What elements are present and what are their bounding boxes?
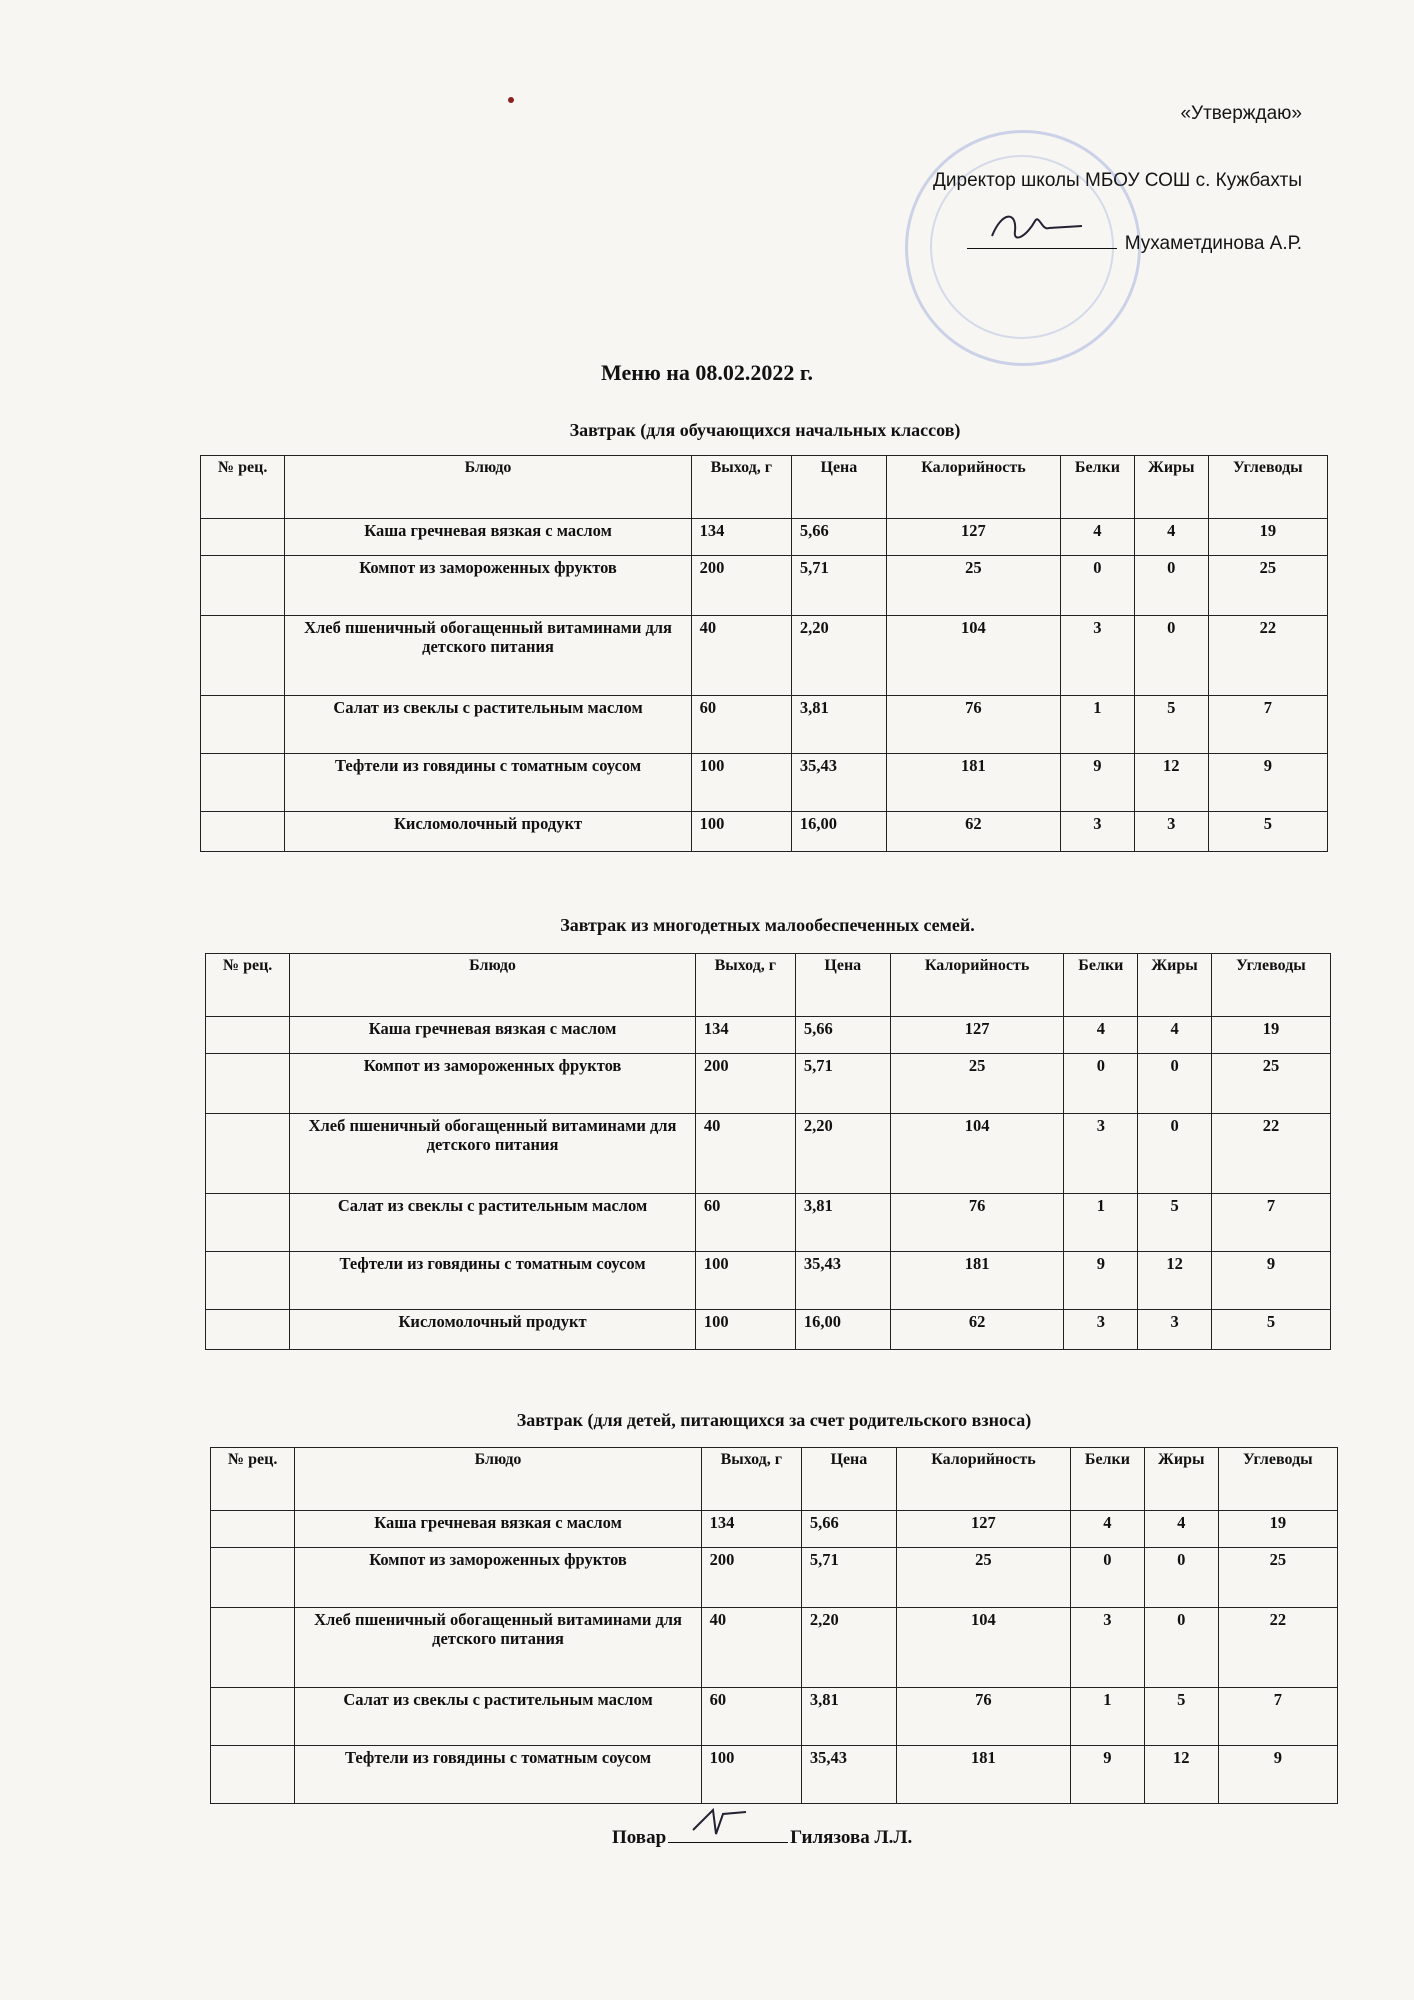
cell-price: 2,20 bbox=[801, 1608, 896, 1688]
cell-rec bbox=[211, 1608, 295, 1688]
cell-carbs: 7 bbox=[1218, 1688, 1337, 1746]
table-row bbox=[201, 556, 1328, 616]
cell-protein: 1 bbox=[1070, 1688, 1144, 1746]
cell-kcal: 127 bbox=[886, 519, 1060, 556]
ink-dot bbox=[508, 97, 514, 103]
cell-price: 35,43 bbox=[795, 1252, 890, 1310]
cell-kcal: 104 bbox=[890, 1114, 1064, 1194]
cell-yield: 134 bbox=[691, 519, 791, 556]
cell-carbs: 19 bbox=[1208, 519, 1327, 556]
header-col-carbs: Углеводы bbox=[1208, 456, 1327, 519]
cell-dish: Салат из свеклы с растительным маслом bbox=[290, 1194, 696, 1252]
cell-price: 35,43 bbox=[801, 1746, 896, 1804]
cook-signature bbox=[668, 1828, 788, 1843]
header-col-protein: Белки bbox=[1064, 954, 1138, 1017]
cell-yield: 40 bbox=[691, 616, 791, 696]
cell-price: 16,00 bbox=[791, 812, 886, 852]
cell-price: 2,20 bbox=[791, 616, 886, 696]
cell-carbs: 5 bbox=[1211, 1310, 1330, 1350]
cell-carbs: 9 bbox=[1218, 1746, 1337, 1804]
cell-fat: 0 bbox=[1138, 1054, 1212, 1114]
table-row bbox=[201, 696, 1328, 754]
cell-dish: Компот из замороженных фруктов bbox=[295, 1548, 701, 1608]
cell-rec bbox=[201, 696, 285, 754]
cell-dish: Каша гречневая вязкая с маслом bbox=[285, 519, 691, 556]
cell-price: 5,71 bbox=[795, 1054, 890, 1114]
table-row bbox=[211, 1746, 1338, 1804]
cell-price: 35,43 bbox=[791, 754, 886, 812]
cell-rec bbox=[201, 556, 285, 616]
cell-fat: 12 bbox=[1134, 754, 1208, 812]
table-row bbox=[206, 1114, 1331, 1194]
cell-rec bbox=[206, 1054, 290, 1114]
cell-kcal: 76 bbox=[886, 696, 1060, 754]
cell-kcal: 127 bbox=[896, 1511, 1070, 1548]
cell-fat: 0 bbox=[1144, 1548, 1218, 1608]
cell-price: 5,66 bbox=[801, 1511, 896, 1548]
cell-yield: 40 bbox=[701, 1608, 801, 1688]
table-row bbox=[201, 812, 1328, 852]
cell-carbs: 22 bbox=[1208, 616, 1327, 696]
cell-dish: Каша гречневая вязкая с маслом bbox=[295, 1511, 701, 1548]
cell-fat: 12 bbox=[1138, 1252, 1212, 1310]
cell-carbs: 19 bbox=[1211, 1017, 1330, 1054]
cell-rec bbox=[206, 1252, 290, 1310]
cell-fat: 5 bbox=[1144, 1688, 1218, 1746]
header-col-protein: Белки bbox=[1070, 1448, 1144, 1511]
header-col-kcal: Калорийность bbox=[886, 456, 1060, 519]
cell-rec bbox=[201, 616, 285, 696]
cell-yield: 100 bbox=[695, 1310, 795, 1350]
approval-label: «Утверждаю» bbox=[1180, 103, 1302, 124]
header-col-carbs: Углеводы bbox=[1218, 1448, 1337, 1511]
cell-kcal: 127 bbox=[890, 1017, 1064, 1054]
header-col-yield: Выход, г bbox=[701, 1448, 801, 1511]
cell-fat: 12 bbox=[1144, 1746, 1218, 1804]
cell-protein: 0 bbox=[1064, 1054, 1138, 1114]
table-row bbox=[201, 519, 1328, 556]
cell-kcal: 25 bbox=[890, 1054, 1064, 1114]
table-row bbox=[206, 1252, 1331, 1310]
cell-dish: Хлеб пшеничный обогащенный витаминами для детского питания bbox=[290, 1114, 696, 1194]
cell-price: 3,81 bbox=[801, 1688, 896, 1746]
cell-rec bbox=[206, 1017, 290, 1054]
cell-price: 5,66 bbox=[791, 519, 886, 556]
table-header-row bbox=[201, 456, 1328, 519]
cell-protein: 4 bbox=[1060, 519, 1134, 556]
cell-fat: 3 bbox=[1138, 1310, 1212, 1350]
cell-kcal: 104 bbox=[886, 616, 1060, 696]
header-col-yield: Выход, г bbox=[691, 456, 791, 519]
cell-price: 2,20 bbox=[795, 1114, 890, 1194]
cell-fat: 4 bbox=[1134, 519, 1208, 556]
cell-rec bbox=[211, 1511, 295, 1548]
cell-dish: Хлеб пшеничный обогащенный витаминами для детского питания bbox=[295, 1608, 701, 1688]
cell-fat: 5 bbox=[1138, 1194, 1212, 1252]
cell-price: 16,00 bbox=[795, 1310, 890, 1350]
header-col-kcal: Калорийность bbox=[896, 1448, 1070, 1511]
cell-carbs: 19 bbox=[1218, 1511, 1337, 1548]
header-col-yield: Выход, г bbox=[695, 954, 795, 1017]
header-col-rec: № рец. bbox=[206, 954, 290, 1017]
cell-fat: 0 bbox=[1138, 1114, 1212, 1194]
cell-dish: Тефтели из говядины с томатным соусом bbox=[285, 754, 691, 812]
cell-protein: 4 bbox=[1064, 1017, 1138, 1054]
header-col-price: Цена bbox=[801, 1448, 896, 1511]
cell-fat: 5 bbox=[1134, 696, 1208, 754]
cell-kcal: 25 bbox=[896, 1548, 1070, 1608]
cell-dish: Компот из замороженных фруктов bbox=[290, 1054, 696, 1114]
cell-carbs: 7 bbox=[1211, 1194, 1330, 1252]
header-col-rec: № рец. bbox=[211, 1448, 295, 1511]
cell-yield: 60 bbox=[695, 1194, 795, 1252]
cell-carbs: 9 bbox=[1211, 1252, 1330, 1310]
cell-dish: Кисломолочный продукт bbox=[285, 812, 691, 852]
cell-kcal: 181 bbox=[886, 754, 1060, 812]
cell-protein: 9 bbox=[1064, 1252, 1138, 1310]
approval-signature-line bbox=[967, 232, 1302, 255]
table-row bbox=[211, 1548, 1338, 1608]
cell-dish: Тефтели из говядины с томатным соусом bbox=[290, 1252, 696, 1310]
menu-table-2 bbox=[205, 953, 1331, 1350]
director-signature bbox=[967, 232, 1117, 249]
cell-protein: 4 bbox=[1070, 1511, 1144, 1548]
cell-carbs: 22 bbox=[1218, 1608, 1337, 1688]
menu-table-1 bbox=[200, 455, 1328, 852]
header-col-price: Цена bbox=[791, 456, 886, 519]
cell-yield: 134 bbox=[701, 1511, 801, 1548]
cell-protein: 1 bbox=[1060, 696, 1134, 754]
cell-rec bbox=[201, 754, 285, 812]
cell-fat: 0 bbox=[1134, 616, 1208, 696]
cell-kcal: 76 bbox=[896, 1688, 1070, 1746]
cell-fat: 4 bbox=[1138, 1017, 1212, 1054]
cell-dish: Хлеб пшеничный обогащенный витаминами для детского питания bbox=[285, 616, 691, 696]
cell-fat: 0 bbox=[1134, 556, 1208, 616]
section-title-2: Завтрак из многодетных малообеспеченных семей. bbox=[560, 915, 975, 935]
cell-yield: 60 bbox=[701, 1688, 801, 1746]
cell-fat: 3 bbox=[1134, 812, 1208, 852]
cell-protein: 9 bbox=[1060, 754, 1134, 812]
cell-yield: 200 bbox=[695, 1054, 795, 1114]
cook-label: Повар bbox=[612, 1827, 667, 1848]
table-row bbox=[211, 1688, 1338, 1746]
cell-kcal: 62 bbox=[886, 812, 1060, 852]
cell-price: 3,81 bbox=[795, 1194, 890, 1252]
table-row bbox=[211, 1511, 1338, 1548]
header-col-kcal: Калорийность bbox=[890, 954, 1064, 1017]
menu-table-3 bbox=[210, 1447, 1338, 1804]
table-row bbox=[206, 1194, 1331, 1252]
table-row bbox=[211, 1608, 1338, 1688]
page-title: Меню на 08.02.2022 г. bbox=[601, 360, 813, 385]
cook-signature-block bbox=[612, 1827, 912, 1849]
table-row bbox=[206, 1054, 1331, 1114]
header-col-carbs: Углеводы bbox=[1211, 954, 1330, 1017]
cell-yield: 100 bbox=[701, 1746, 801, 1804]
table-row bbox=[206, 1310, 1331, 1350]
cell-yield: 134 bbox=[695, 1017, 795, 1054]
cell-protein: 0 bbox=[1070, 1548, 1144, 1608]
cell-kcal: 181 bbox=[896, 1746, 1070, 1804]
cell-protein: 3 bbox=[1064, 1310, 1138, 1350]
section-title-3: Завтрак (для детей, питающихся за счет родительского взноса) bbox=[516, 1410, 1032, 1430]
header-col-dish: Блюдо bbox=[295, 1448, 701, 1511]
cell-carbs: 5 bbox=[1208, 812, 1327, 852]
cell-carbs: 7 bbox=[1208, 696, 1327, 754]
cell-fat: 0 bbox=[1144, 1608, 1218, 1688]
cell-dish: Тефтели из говядины с томатным соусом bbox=[295, 1746, 701, 1804]
header-col-fat: Жиры bbox=[1144, 1448, 1218, 1511]
cell-dish: Компот из замороженных фруктов bbox=[285, 556, 691, 616]
table-row bbox=[206, 1017, 1331, 1054]
approval-signer: Мухаметдинова А.Р. bbox=[1124, 233, 1302, 254]
table-header-row bbox=[206, 954, 1331, 1017]
cell-yield: 200 bbox=[701, 1548, 801, 1608]
cell-rec bbox=[211, 1688, 295, 1746]
cell-rec bbox=[211, 1548, 295, 1608]
table-header-row bbox=[211, 1448, 1338, 1511]
header-col-fat: Жиры bbox=[1138, 954, 1212, 1017]
header-col-price: Цена bbox=[795, 954, 890, 1017]
cell-protein: 9 bbox=[1070, 1746, 1144, 1804]
cell-yield: 40 bbox=[695, 1114, 795, 1194]
cell-protein: 1 bbox=[1064, 1194, 1138, 1252]
cell-dish: Салат из свеклы с растительным маслом bbox=[285, 696, 691, 754]
cell-protein: 3 bbox=[1060, 616, 1134, 696]
cell-price: 5,66 bbox=[795, 1017, 890, 1054]
cell-protein: 3 bbox=[1064, 1114, 1138, 1194]
cell-yield: 100 bbox=[691, 754, 791, 812]
header-col-protein: Белки bbox=[1060, 456, 1134, 519]
cell-carbs: 22 bbox=[1211, 1114, 1330, 1194]
cell-yield: 60 bbox=[691, 696, 791, 754]
table-row bbox=[201, 616, 1328, 696]
cell-protein: 0 bbox=[1060, 556, 1134, 616]
header-col-fat: Жиры bbox=[1134, 456, 1208, 519]
header-col-dish: Блюдо bbox=[285, 456, 691, 519]
approval-director: Директор школы МБОУ СОШ с. Кужбахты bbox=[933, 170, 1302, 191]
cell-protein: 3 bbox=[1070, 1608, 1144, 1688]
cell-rec bbox=[206, 1194, 290, 1252]
cell-dish: Салат из свеклы с растительным маслом bbox=[295, 1688, 701, 1746]
cell-rec bbox=[206, 1114, 290, 1194]
cell-kcal: 62 bbox=[890, 1310, 1064, 1350]
cell-carbs: 25 bbox=[1208, 556, 1327, 616]
table-row bbox=[201, 754, 1328, 812]
header-col-dish: Блюдо bbox=[290, 954, 696, 1017]
cell-rec bbox=[206, 1310, 290, 1350]
cell-price: 5,71 bbox=[801, 1548, 896, 1608]
cell-carbs: 25 bbox=[1211, 1054, 1330, 1114]
cell-yield: 200 bbox=[691, 556, 791, 616]
cook-name: Гилязова Л.Л. bbox=[790, 1827, 913, 1848]
cell-rec bbox=[201, 519, 285, 556]
cell-price: 5,71 bbox=[791, 556, 886, 616]
cell-carbs: 25 bbox=[1218, 1548, 1337, 1608]
cell-yield: 100 bbox=[691, 812, 791, 852]
cell-rec bbox=[211, 1746, 295, 1804]
cell-kcal: 104 bbox=[896, 1608, 1070, 1688]
cell-dish: Каша гречневая вязкая с маслом bbox=[290, 1017, 696, 1054]
cell-kcal: 181 bbox=[890, 1252, 1064, 1310]
header-col-rec: № рец. bbox=[201, 456, 285, 519]
cell-kcal: 76 bbox=[890, 1194, 1064, 1252]
cell-kcal: 25 bbox=[886, 556, 1060, 616]
cell-price: 3,81 bbox=[791, 696, 886, 754]
cell-yield: 100 bbox=[695, 1252, 795, 1310]
cell-fat: 4 bbox=[1144, 1511, 1218, 1548]
cell-protein: 3 bbox=[1060, 812, 1134, 852]
cell-rec bbox=[201, 812, 285, 852]
cell-dish: Кисломолочный продукт bbox=[290, 1310, 696, 1350]
cell-carbs: 9 bbox=[1208, 754, 1327, 812]
section-title-1: Завтрак (для обучающихся начальных классов) bbox=[569, 420, 961, 440]
